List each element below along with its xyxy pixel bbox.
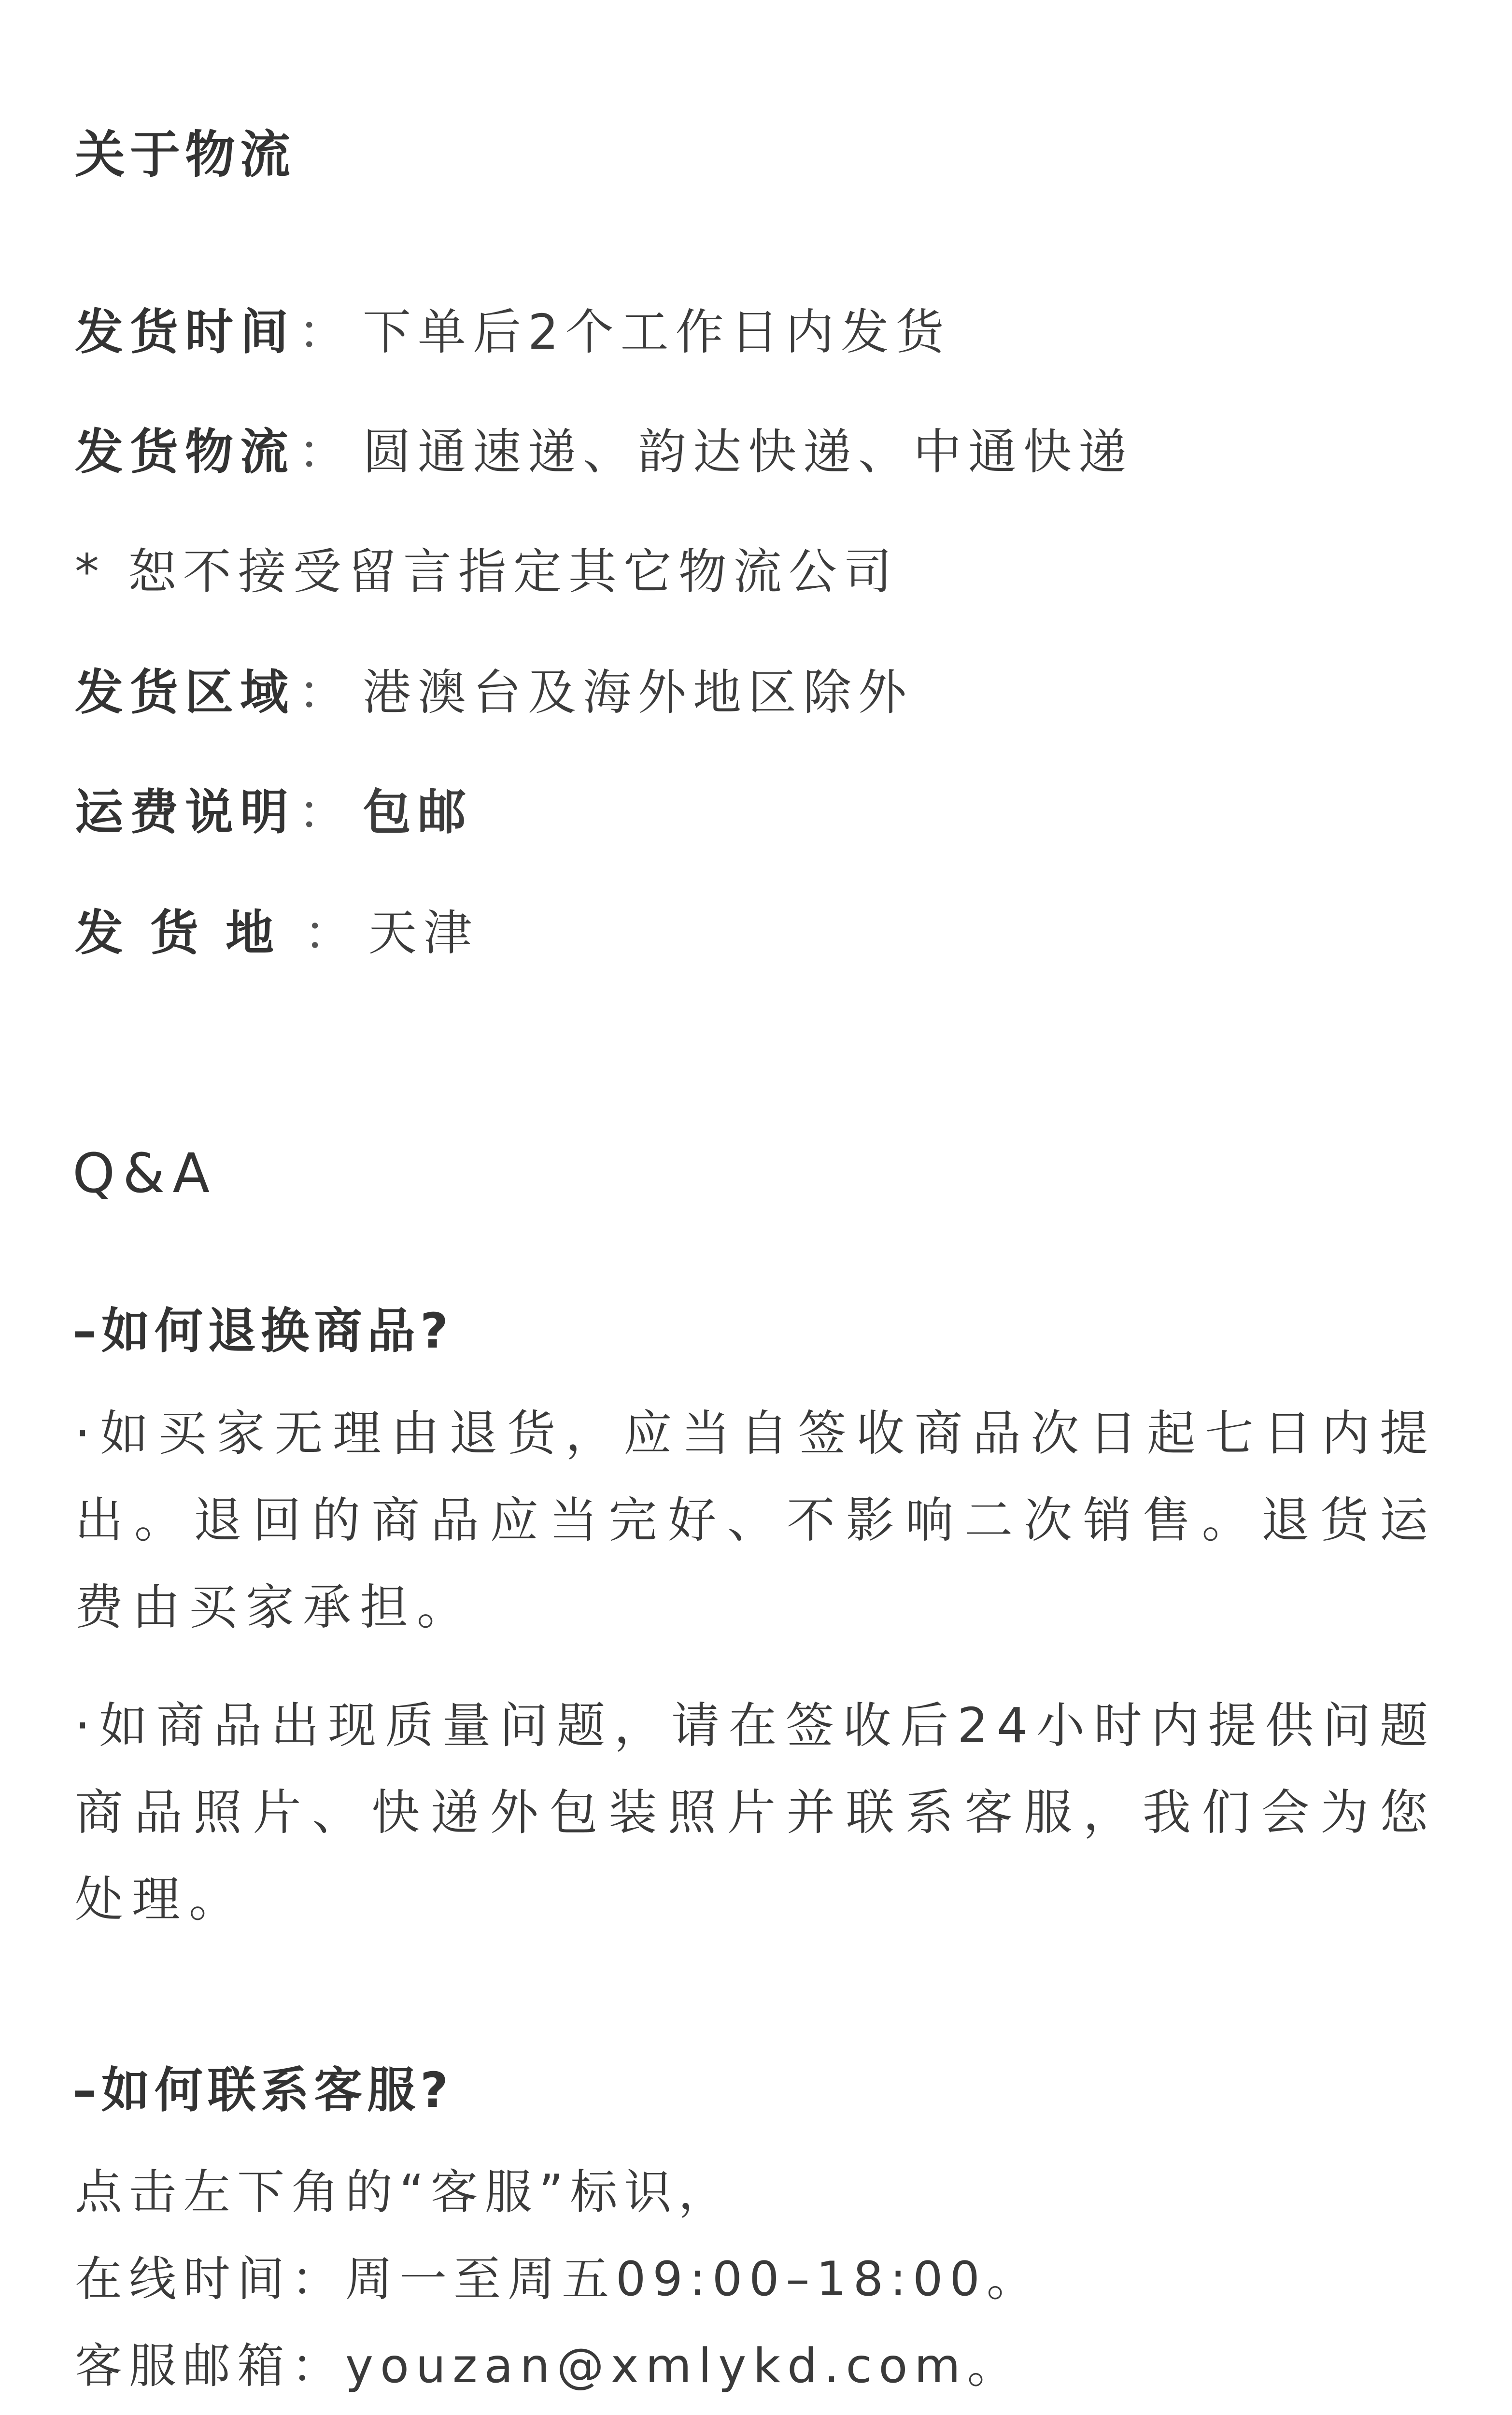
ship-region-colon: ： <box>298 664 353 721</box>
contact-line-3: 客服邮箱：youzan@xmlykd.com。 <box>75 2339 1021 2394</box>
ship-region-value: 港澳台及海外地区除外 <box>363 664 913 721</box>
contact-line-2: 在线时间：周一至周五09:00–18:00。 <box>75 2252 1041 2307</box>
courier-colon: ： <box>298 424 353 480</box>
ship-origin-row <box>75 894 479 964</box>
ship-origin-colon: ： <box>304 905 359 961</box>
question-contact: –如何联系客服? <box>72 2062 453 2118</box>
question-returns: –如何退换商品? <box>72 1303 453 1359</box>
ship-time-row <box>75 293 951 363</box>
ship-time-colon: ： <box>298 304 353 360</box>
courier-label: 发货物流 <box>75 424 295 480</box>
courier-row <box>75 413 1133 483</box>
returns-paragraph-2: ·如商品出现质量问题，请在签收后24小时内提供问题商品照片、快递外包装照片并联系客服，我们会为您处理。 <box>75 1697 1437 1928</box>
shipping-fee-label: 运费说明 <box>75 784 295 840</box>
shipping-fee-row <box>75 773 473 843</box>
ship-region-label: 发货区域 <box>75 664 295 721</box>
ship-origin-value: 天津 <box>368 905 479 961</box>
courier-note-text: * 恕不接受留言指定其它物流公司 <box>75 543 899 600</box>
ship-time-value: 下单后2个工作日内发货 <box>363 304 951 360</box>
shipping-fee-colon: ： <box>298 784 353 840</box>
contact-line-1: 点击左下角的“客服”标识， <box>75 2165 733 2220</box>
courier-value: 圆通速递、韵达快递、中通快递 <box>363 424 1133 480</box>
courier-note <box>75 533 899 602</box>
ship-time-label: 发货时间 <box>75 304 295 360</box>
ship-origin-label: 发货地 <box>75 905 301 961</box>
qa-title: Q&A <box>72 1142 218 1205</box>
ship-region-row <box>75 653 913 723</box>
shipping-fee-value: 包邮 <box>363 784 473 840</box>
logistics-heading: 关于物流 <box>75 125 296 184</box>
returns-paragraph-1: ·如买家无理由退货，应当自签收商品次日起七日内提出。退回的商品应当完好、不影响二次销售。退货运费由买家承担。 <box>75 1405 1437 1635</box>
